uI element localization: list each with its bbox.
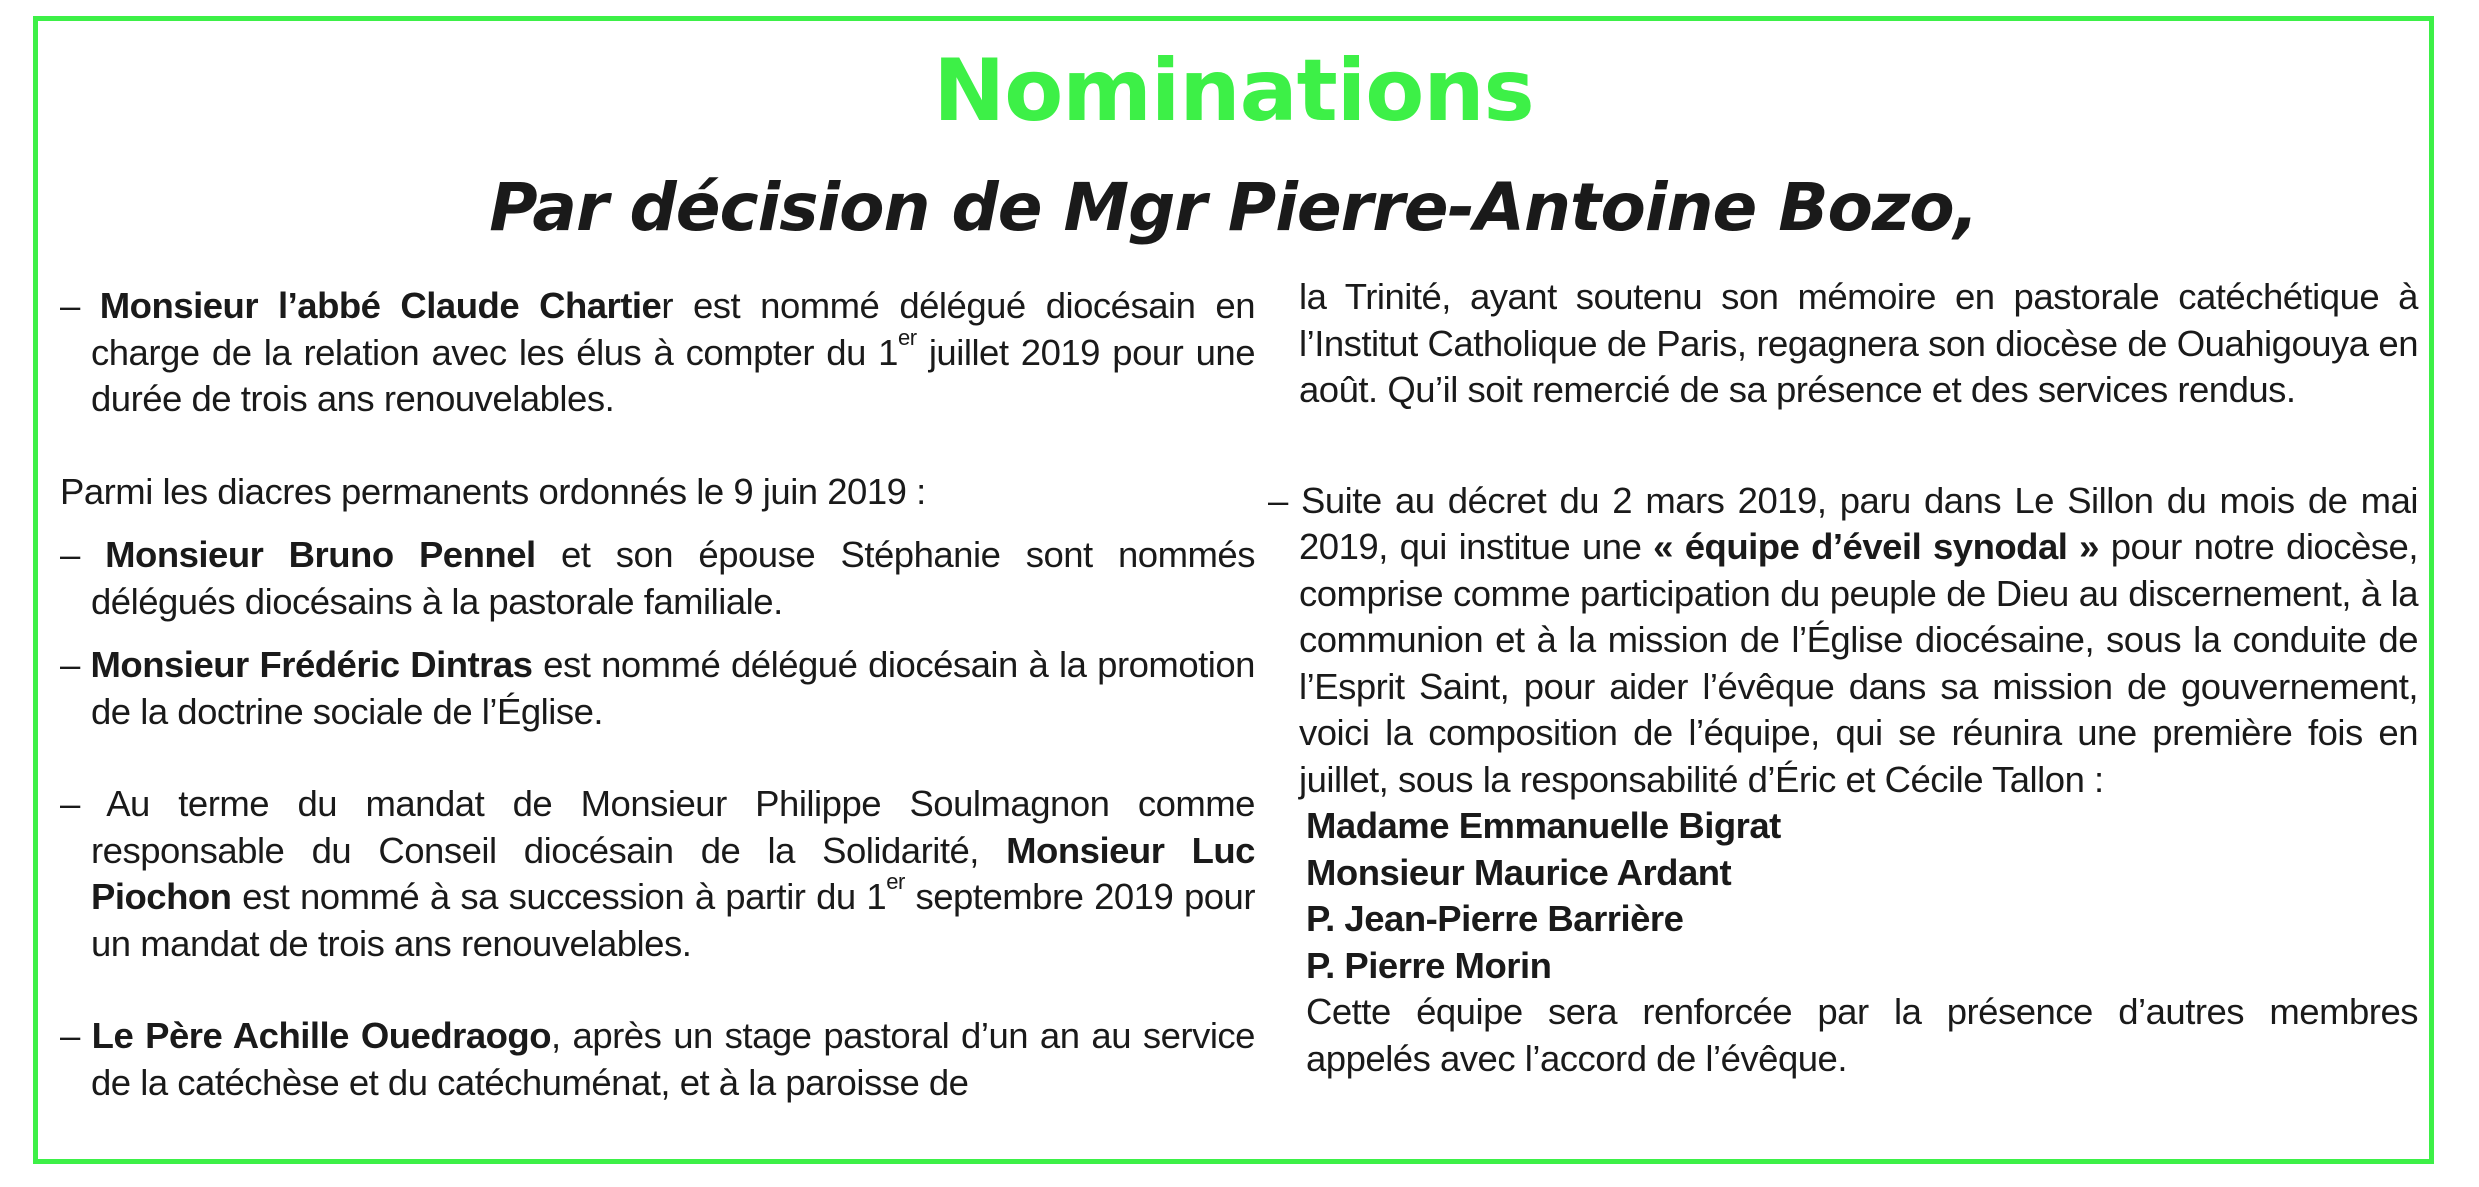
- paragraph-chartier: – Monsieur l’abbé Claude Chartier est nommé délégué diocésain en charge de la relation avec les élus à compter du 1er juillet 2019 pour une durée de trois ans renouvelables.: [60, 285, 1256, 419]
- member-list: [1268, 803, 2418, 989]
- name-dintras: Monsieur Frédéric Dintras: [90, 644, 533, 685]
- paragraph-pennel: – Monsieur Bruno Pennel et son épouse Stéphanie sont nommés délégués diocésains à la pastorale familiale.: [60, 534, 1255, 622]
- paragraph-ouedraogo: – Le Père Achille Ouedraogo, après un stage pastoral d’un an au service de la catéchèse et du catéchuménat, et à la paroisse de: [60, 1015, 1255, 1103]
- right-column: [1268, 274, 2418, 1082]
- document-frame: [33, 16, 2434, 1164]
- paragraph-equipe-synodal: – Suite au décret du 2 mars 2019, paru dans Le Sillon du mois de mai 2019, qui institue une « équipe d’éveil synodal » pour notre diocèse, comprise comme participation du peuple de Dieu au discernement, à la communion et à la mission de l’Église diocésaine, sous la conduite de l’Esprit Saint, pour aider l’évêque dans sa mission de gouvernement, voici la composition de l’équipe, qui se réunira une première fois en juillet, sous la responsabilité d’Éric et Cécile Tallon :: [1268, 479, 2418, 800]
- page-title: Nominations: [933, 41, 1534, 141]
- name-pennel: Monsieur Bruno Pennel: [105, 534, 536, 575]
- paragraph-dintras: – Monsieur Frédéric Dintras est nommé délégué diocésain à la promotion de la doctrine sociale de l’Église.: [60, 644, 1255, 732]
- paragraph-ouedraogo-continued: la Trinité, ayant soutenu son mémoire en pastorale catéchétique à l’Institut Catholique de Paris, regagnera son diocèse de Ouahigouya en août. Qu’il soit remercié de sa présence et des services rendus.: [1299, 276, 2418, 410]
- name-chartier: Monsieur l’abbé Claude Chartie: [99, 285, 662, 326]
- left-column: [60, 283, 1255, 1106]
- member-item: P. Pierre Morin: [1306, 944, 1552, 986]
- paragraph-equipe-renforcee: Cette équipe sera renforcée par la présence d’autres membres appelés avec l’accord de l’évêque.: [1306, 991, 2418, 1079]
- paragraph-piochon: – Au terme du mandat de Monsieur Philippe Soulmagnon comme responsable du Conseil diocésain de la Solidarité, Monsieur Luc Piochon est nommé à sa succession à partir du 1er septembre 2019 pour un mandat de trois ans renouvelables.: [60, 783, 1256, 964]
- page-subtitle: Par décision de Mgr Pierre-Antoine Bozo,: [489, 169, 1978, 246]
- member-item: P. Jean-Pierre Barrière: [1306, 898, 1684, 939]
- equipe-synodal-label: « équipe d’éveil synodal »: [1653, 526, 2099, 567]
- paragraph-diacres-intro: Parmi les diacres permanents ordonnés le 9 juin 2019 :: [60, 470, 926, 512]
- member-item: Monsieur Maurice Ardant: [1306, 851, 1732, 893]
- member-item: Madame Emmanuelle Bigrat: [1306, 805, 1781, 846]
- name-ouedraogo: Le Père Achille Ouedraogo: [91, 1015, 552, 1056]
- name-piochon: Monsieur Luc Piochon: [91, 829, 1255, 917]
